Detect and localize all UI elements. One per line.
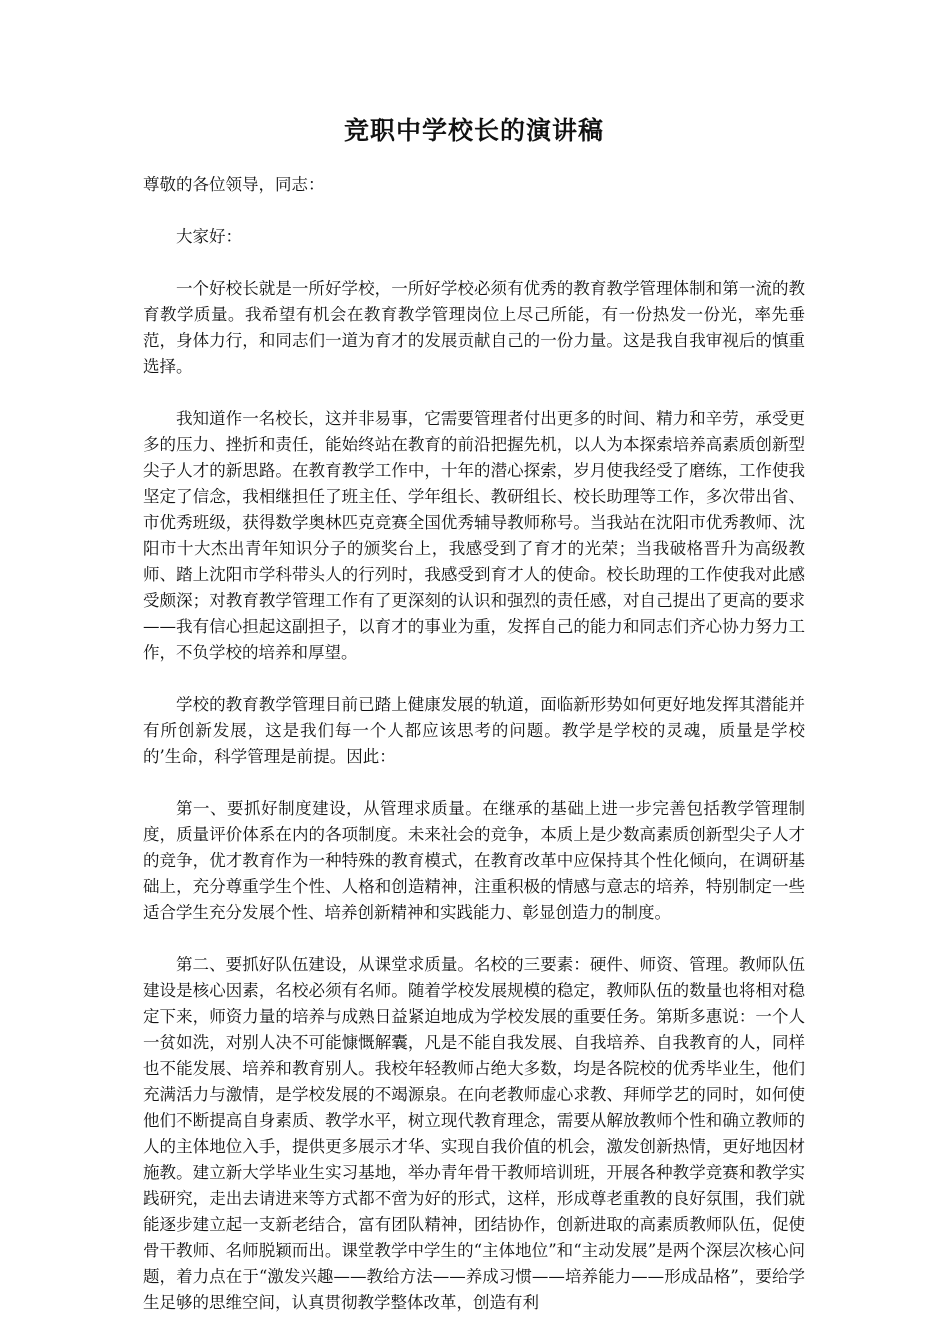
paragraph-point-one: 第一、要抓好制度建设，从管理求质量。在继承的基础上进一步完善包括教学管理制度，质量评价体系在内的各项制度。未来社会的竞争，本质上是少数高素质创新型尖子人才的竞争，优才教育作为一种特殊的教育模式，在教育改革中应保持其个性化倾向，在调研基础上，充分尊重学生个性、人格和创造精神，注重积极的情感与意志的培养，特别制定一些适合学生充分发展个性、培养创新精神和实践能力、彰显创造力的制度。: [143, 799, 805, 922]
document-title: 竞职中学校长的演讲稿: [343, 116, 604, 145]
paragraph-experience: 我知道作一名校长，这并非易事，它需要管理者付出更多的时间、精力和辛劳，承受更多的压力、挫折和责任，能始终站在教育的前沿把握先机，以人为本探索培养高素质创新型尖子人才的新思路。在教育教学工作中，十年的潜心探索，岁月使我经受了磨练，工作使我坚定了信念，我相继担任了班主任、学年组长、教研组长、校长助理等工作，多次带出省、市优秀班级，获得数学奥林匹克竞赛全国优秀辅导教师称号。当我站在沈阳市优秀教师、沈阳市十大杰出青年知识分子的颁奖台上，我感受到了育才的光荣；当我破格晋升为高级教师、踏上沈阳市学科带头人的行列时，我感受到育才人的使命。校长助理的工作使我对此感受颇深；对教育教学管理工作有了更深刻的认识和强烈的责任感，对自己提出了更高的要求——我有信心担起这副担子，以育才的事业为重，发挥自己的能力和同志们齐心协力努力工作，不负学校的培养和厚望。: [143, 409, 805, 662]
document-page: [143, 112, 805, 1316]
paragraph-point-two: 第二、要抓好队伍建设，从课堂求质量。名校的三要素：硬件、师资、管理。教师队伍建设是核心因素，名校必须有名师。随着学校发展规模的稳定，教师队伍的数量也将相对稳定下来，师资力量的培养与成熟日益紧迫地成为学校发展的重要任务。第斯多惠说：一个人一贫如洗，对别人决不可能慷慨解囊，凡是不能自我发展、自我培养、自我教育的人，同样也不能发展、培养和教育别人。我校年轻教师占绝大多数，均是各院校的优秀毕业生，他们充满活力与激情，是学校发展的不竭源泉。在向老教师虚心求教、拜师学艺的同时，如何使他们不断提高自身素质、教学水平，树立现代教育理念，需要从解放教师个性和确立教师的人的主体地位入手，提供更多展示才华、实现自我价值的机会，激发创新热情，更好地因材施教。建立新大学毕业生实习基地，举办青年骨干教师培训班，开展各种教学竞赛和教学实践研究，走出去请进来等方式都不啻为好的形式，这样，形成尊老重教的良好氛围，我们就能逐步建立起一支新老结合，富有团队精神，团结协作，创新进取的高素质教师队伍，促使骨干教师、名师脱颖而出。课堂教学中学生的“主体地位”和“主动发展”是两个深层次核心问题，着力点在于“激发兴趣——教给方法——养成习惯——培养能力——形成品格”，要给学生足够的思维空间，认真贯彻教学整体改革，创造有利: [143, 955, 805, 1312]
paragraph-situation: 学校的教育教学管理目前已踏上健康发展的轨道，面临新形势如何更好地发挥其潜能并有所创新发展，这是我们每一个人都应该思考的问题。教学是学校的灵魂，质量是学校的’生命，科学管理是前提。因此：: [143, 695, 805, 766]
salutation: 尊敬的各位领导，同志：: [143, 175, 325, 194]
paragraph-intro: 一个好校长就是一所好学校，一所好学校必须有优秀的教育教学管理体制和第一流的教育教学质量。我希望有机会在教育教学管理岗位上尽己所能，有一份热发一份光，率先垂范，身体力行，和同志们一道为育才的发展贡献自己的一份力量。这是我自我审视后的慎重选择。: [143, 279, 805, 376]
paragraph-greeting: 大家好：: [176, 227, 242, 246]
